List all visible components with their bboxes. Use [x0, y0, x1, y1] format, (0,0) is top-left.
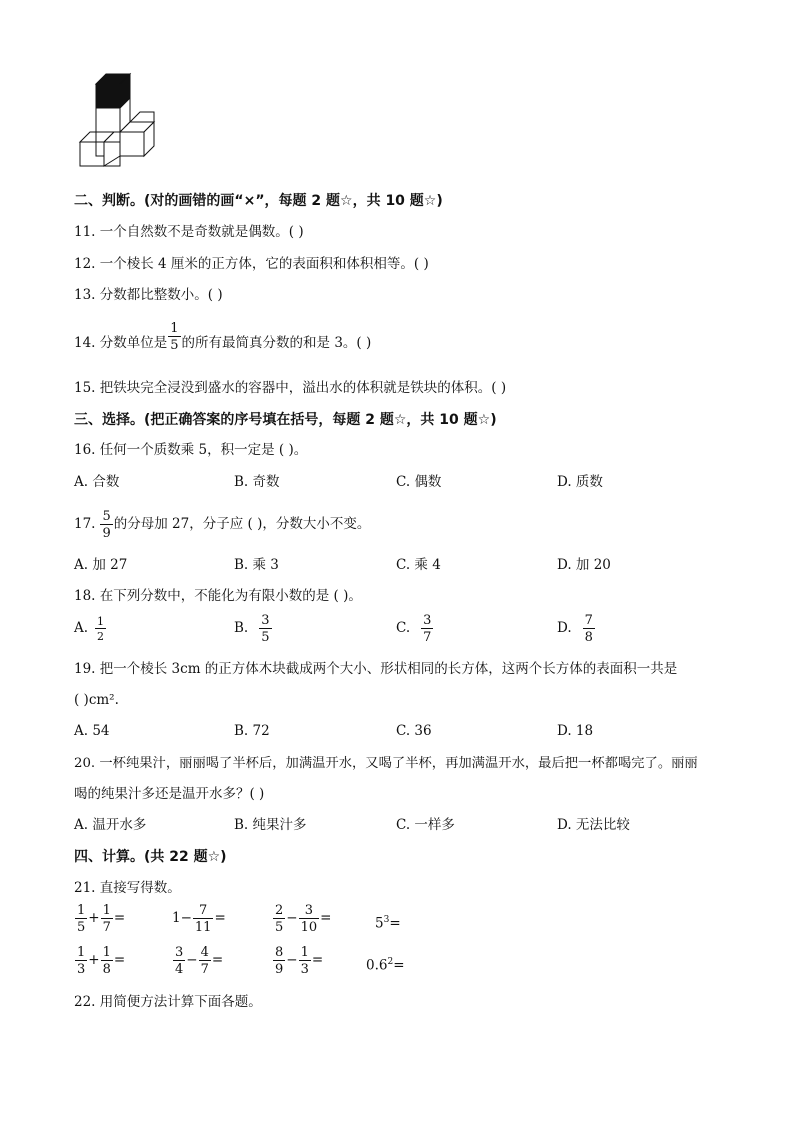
- denominator: 3: [300, 962, 309, 977]
- section-3-title: 三、选择。(把正确答案的序号填在括号，每题 2 题☆，共 10 题☆): [74, 412, 497, 428]
- expression: [272, 946, 323, 976]
- numerator: 8: [275, 945, 284, 960]
- fraction: [101, 946, 113, 976]
- denominator: 8: [584, 630, 593, 645]
- equals: =: [389, 915, 401, 932]
- expression: [366, 958, 405, 973]
- numerator: 5: [102, 509, 111, 524]
- fraction: [259, 614, 271, 644]
- option-c: [396, 614, 434, 644]
- option-d: D. 无法比较: [557, 817, 630, 833]
- operator: −: [286, 910, 298, 927]
- numerator: 1: [102, 903, 111, 918]
- numerator: 1: [170, 321, 179, 336]
- base: 0.6: [366, 957, 388, 974]
- operator: +: [88, 910, 100, 927]
- option-b: [234, 614, 273, 644]
- question-14-suffix: 的所有最简真分数的和是 3。( ): [181, 334, 372, 351]
- question-13: 13. 分数都比整数小。( ): [74, 287, 223, 303]
- option-c: C. 一样多: [396, 817, 455, 833]
- denominator: 10: [300, 920, 318, 935]
- option-b: B. 奇数: [234, 474, 280, 490]
- option-c: C. 乘 4: [396, 557, 441, 573]
- question-17: [74, 510, 370, 540]
- numerator: 3: [261, 613, 270, 628]
- numerator: 1: [77, 903, 86, 918]
- exponent: 3: [383, 915, 390, 925]
- option-d: D. 质数: [557, 474, 603, 490]
- numerator: 1: [300, 945, 309, 960]
- denominator: 7: [200, 962, 209, 977]
- option-label: C.: [396, 620, 411, 637]
- option-a: [74, 616, 107, 642]
- question-19-line-2: ( )cm².: [74, 692, 119, 708]
- denominator: 4: [175, 962, 184, 977]
- question-17-suffix: 的分母加 27，分子应 ( )，分数大小不变。: [113, 516, 371, 533]
- numerator: 7: [199, 903, 208, 918]
- question-15: 15. 把铁块完全浸没到盛水的容器中，溢出水的体积就是铁块的体积。( ): [74, 380, 507, 396]
- denominator: 3: [77, 962, 86, 977]
- option-label: A.: [74, 620, 89, 637]
- option-b: B. 72: [234, 723, 270, 739]
- numerator: 1: [77, 945, 86, 960]
- option-a: A. 合数: [74, 474, 120, 490]
- denominator: 5: [77, 920, 86, 935]
- option-b: B. 纯果汁多: [234, 817, 307, 833]
- equals: =: [113, 910, 126, 927]
- question-20-line-1: 20. 一杯纯果汁，丽丽喝了半杯后，加满温开水，又喝了半杯，再加满温开水，最后把一杯都喝完了。丽丽: [74, 756, 698, 771]
- section-4-title: 四、计算。(共 22 题☆): [74, 849, 227, 865]
- denominator: 9: [275, 962, 284, 977]
- fraction: [168, 322, 180, 352]
- operator: +: [88, 952, 100, 969]
- question-20-line-2: 喝的纯果汁多还是温开水多？( ): [74, 786, 265, 802]
- option-label: D.: [557, 620, 572, 637]
- equals: =: [211, 952, 224, 969]
- option-b: B. 乘 3: [234, 557, 279, 573]
- equals: =: [113, 952, 126, 969]
- question-14-prefix: 14. 分数单位是: [74, 334, 168, 351]
- fraction: [199, 946, 211, 976]
- option-a: A. 加 27: [74, 557, 128, 573]
- section-2-title: 二、判断。(对的画错的画“×”，每题 2 题☆，共 10 题☆): [74, 193, 443, 209]
- option-d: D. 加 20: [557, 557, 611, 573]
- question-17-prefix: 17.: [74, 516, 96, 533]
- equals: =: [393, 957, 405, 974]
- question-19-line-1: 19. 把一个棱长 3cm 的正方体木块截成两个大小、形状相同的长方体，这两个长方体的表面积一共是: [74, 661, 678, 677]
- numerator: 3: [423, 613, 432, 628]
- fraction: [273, 946, 285, 976]
- base: 5: [375, 915, 384, 932]
- numerator: 1: [102, 945, 111, 960]
- operator: −: [186, 952, 198, 969]
- numerator: 7: [584, 613, 593, 628]
- option-a: A. 温开水多: [74, 817, 147, 833]
- numerator: 1: [97, 615, 105, 628]
- denominator: 9: [102, 526, 111, 541]
- fraction: [583, 614, 595, 644]
- numerator: 3: [304, 903, 313, 918]
- fraction: [173, 946, 185, 976]
- expression: [74, 946, 125, 976]
- question-14: [74, 322, 371, 352]
- equals: =: [320, 910, 332, 927]
- expression: [375, 916, 401, 931]
- denominator: 8: [102, 962, 111, 977]
- cube-figure: [74, 70, 164, 180]
- fraction: [75, 946, 87, 976]
- question-16: 16. 任何一个质数乘 5，积一定是 ( )。: [74, 442, 308, 458]
- option-label: B.: [234, 620, 249, 637]
- fraction: [421, 614, 433, 644]
- option-a: A. 54: [74, 723, 110, 739]
- option-d: D. 18: [557, 723, 594, 739]
- denominator: 2: [97, 630, 105, 643]
- expression: [272, 904, 331, 934]
- operand: 1−: [172, 910, 192, 927]
- exponent: 2: [387, 957, 394, 967]
- fraction: [100, 510, 112, 540]
- numerator: 2: [275, 903, 284, 918]
- denominator: 7: [423, 630, 432, 645]
- fraction: [273, 904, 285, 934]
- operator: −: [286, 952, 298, 969]
- denominator: 7: [102, 920, 111, 935]
- question-12: 12. 一个棱长 4 厘米的正方体，它的表面积和体积相等。( ): [74, 256, 429, 272]
- option-d: [557, 614, 596, 644]
- denominator: 11: [194, 920, 212, 935]
- fraction: [299, 946, 311, 976]
- fraction: [299, 904, 320, 934]
- question-21: 21. 直接写得数。: [74, 880, 181, 896]
- numerator: 4: [200, 945, 209, 960]
- denominator: 5: [275, 920, 284, 935]
- equals: =: [214, 910, 226, 927]
- option-c: C. 偶数: [396, 474, 442, 490]
- expression: [172, 946, 223, 976]
- denominator: 5: [261, 630, 270, 645]
- question-22: 22. 用简便方法计算下面各题。: [74, 994, 262, 1010]
- fraction: [75, 904, 87, 934]
- question-18: 18. 在下列分数中，不能化为有限小数的是 ( )。: [74, 588, 362, 604]
- denominator: 5: [170, 338, 179, 353]
- expression: [74, 904, 125, 934]
- fraction: [95, 616, 106, 642]
- expression: [172, 904, 226, 934]
- fraction: [193, 904, 214, 934]
- fraction: [101, 904, 113, 934]
- question-11: 11. 一个自然数不是奇数就是偶数。( ): [74, 224, 304, 240]
- option-c: C. 36: [396, 723, 432, 739]
- numerator: 3: [175, 945, 184, 960]
- equals: =: [311, 952, 324, 969]
